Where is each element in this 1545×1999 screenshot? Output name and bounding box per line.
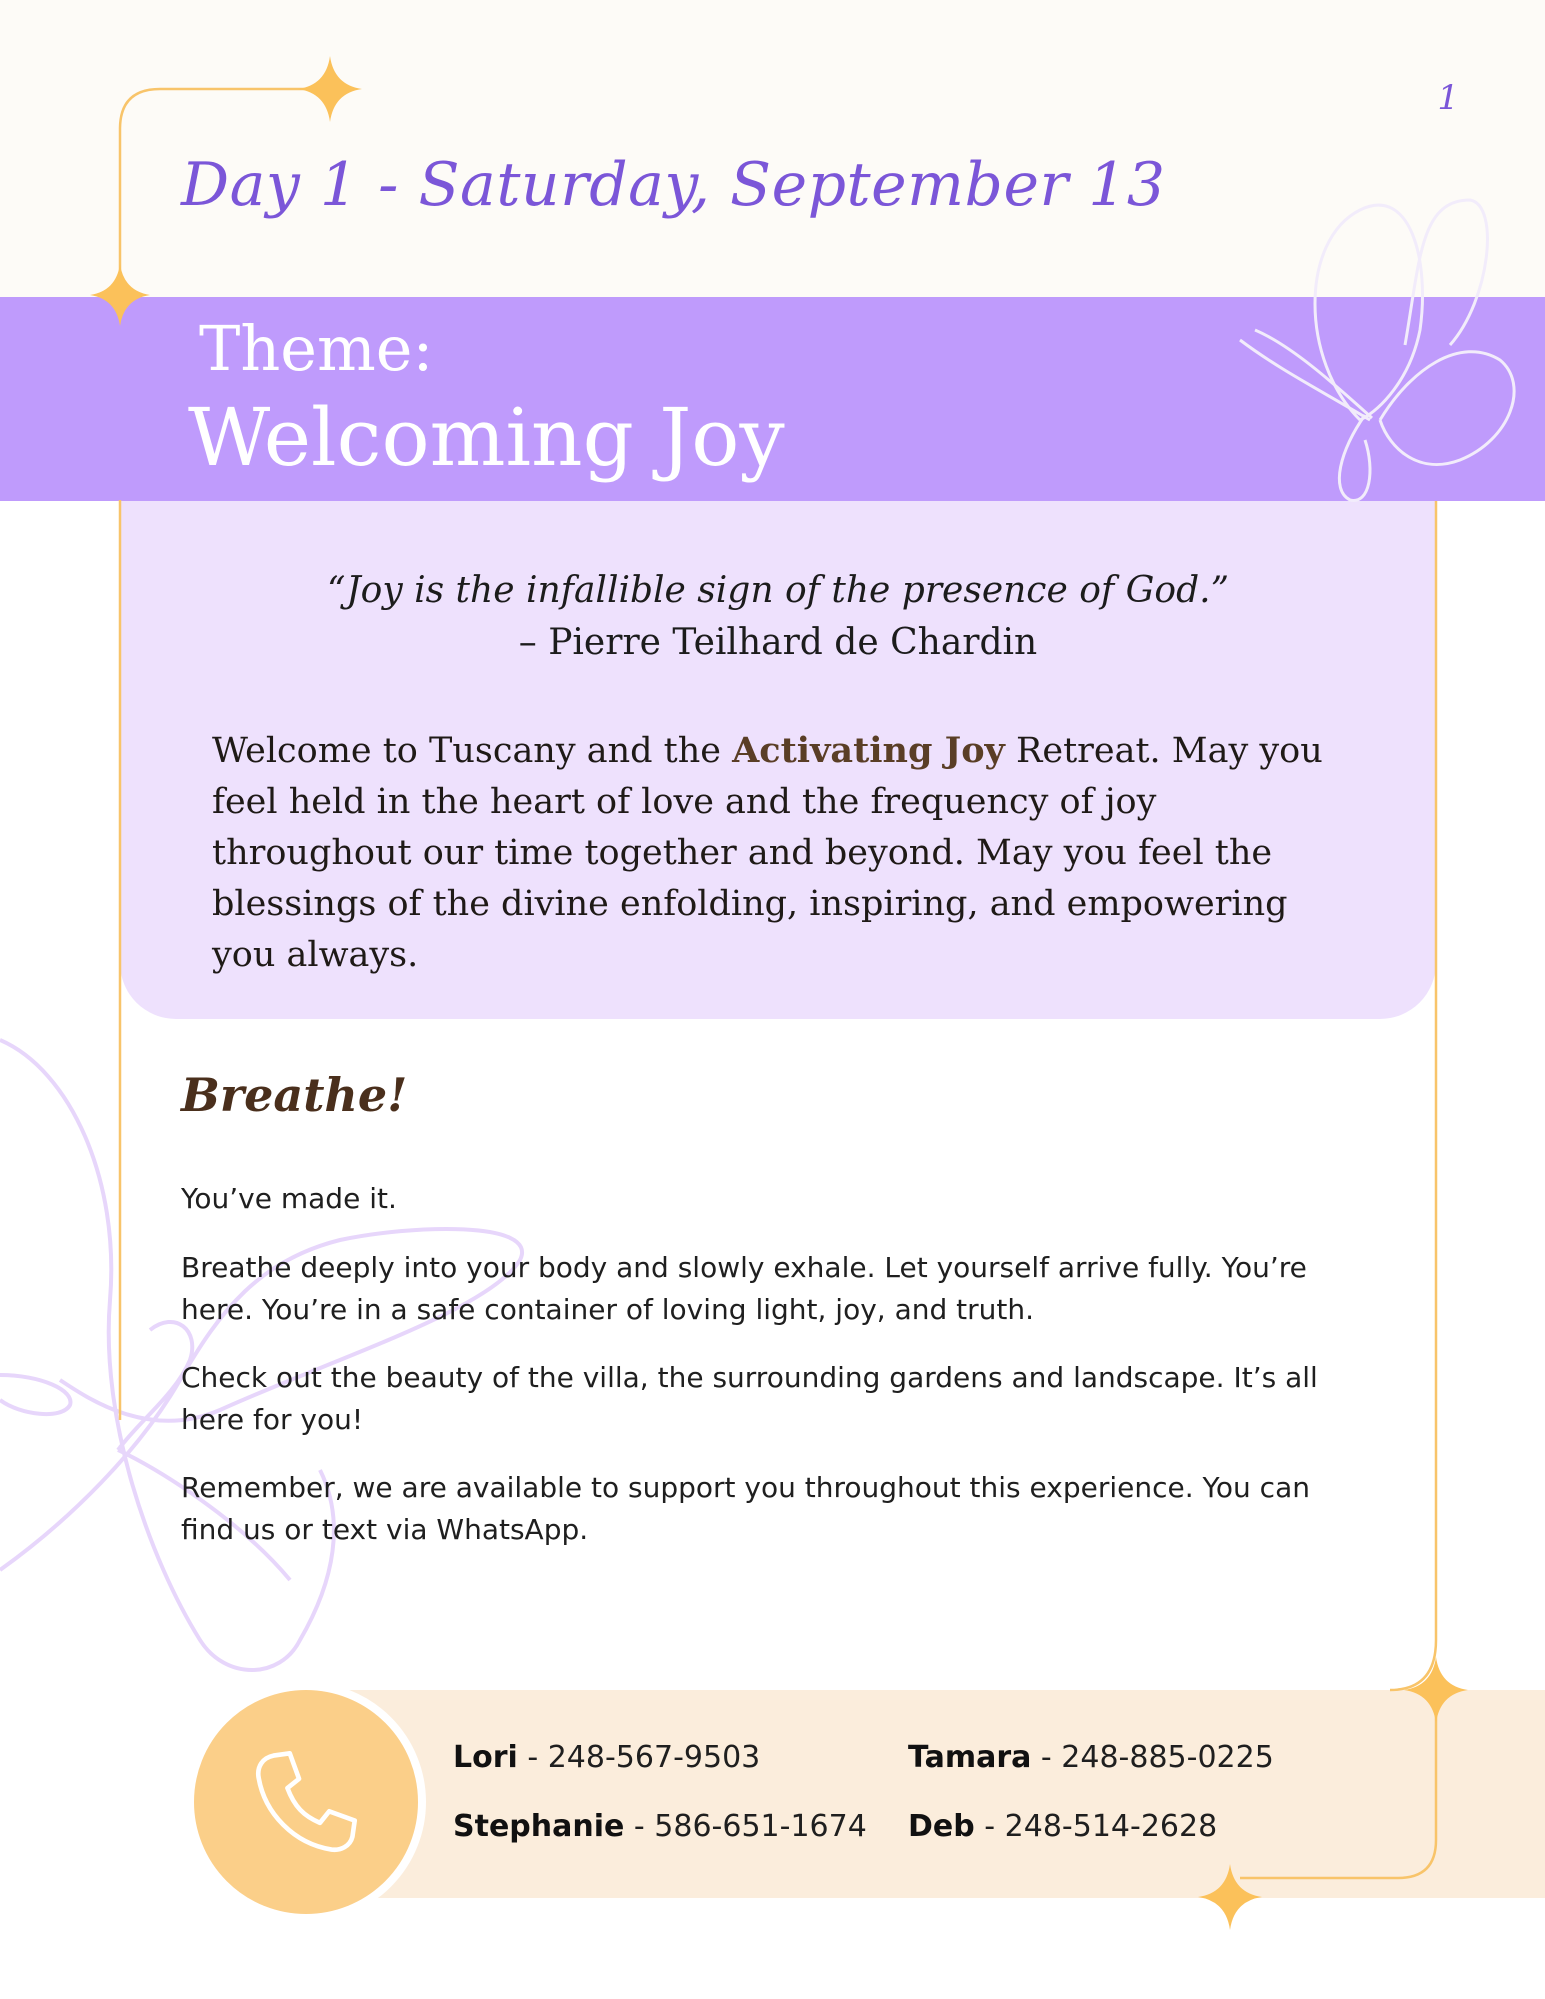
retreat-name: Activating Joy — [732, 730, 1005, 771]
contact-band — [300, 1690, 1545, 1898]
contact-stephanie: Stephanie - 586-651-1674 — [453, 1809, 867, 1844]
quote-text: “Joy is the infallible sign of the presence of God.” — [327, 570, 1229, 611]
breathe-paragraph-1: You’ve made it. — [181, 1182, 397, 1215]
contact-phone: 248-885-0225 — [1061, 1740, 1274, 1775]
flower-outline-icon — [0, 1040, 522, 1670]
theme-name: Welcoming Joy — [188, 391, 785, 484]
contact-lori: Lori - 248-567-9503 — [453, 1740, 761, 1775]
phone-badge — [186, 1682, 426, 1922]
welcome-text-before: Welcome to Tuscany and the — [212, 731, 733, 771]
theme-label: Theme: — [199, 312, 434, 385]
day-title: Day 1 - Saturday, September 13 — [181, 150, 1166, 220]
welcome-text-after: Retreat. May you feel held in the heart of love and the frequency of joy throughout our time together and beyond. May you feel the blessings of the divine enfolding, inspiring, and empowering you always. — [212, 731, 1323, 975]
page-number: 1 — [1437, 78, 1459, 118]
contact-phone: 586-651-1674 — [654, 1809, 867, 1844]
welcome-paragraph — [212, 725, 1362, 981]
contact-name: Lori — [453, 1740, 518, 1775]
phone-icon — [248, 1744, 364, 1860]
header-background — [0, 0, 1545, 297]
contact-phone: 248-567-9503 — [547, 1740, 761, 1775]
contact-name: Tamara — [908, 1740, 1032, 1775]
contact-name: Stephanie — [453, 1809, 625, 1844]
contact-phone: 248-514-2628 — [1004, 1809, 1218, 1844]
quote-attribution: – Pierre Teilhard de Chardin — [518, 622, 1038, 663]
quote-block — [120, 565, 1436, 669]
breathe-paragraph-2: Breathe deeply into your body and slowly exhale. Let yourself arrive fully. You’re here. You’re in a safe container of loving light, joy, and truth. — [181, 1251, 1307, 1326]
contact-tamara: Tamara - 248-885-0225 — [908, 1740, 1274, 1775]
contact-deb: Deb - 248-514-2628 — [908, 1809, 1218, 1844]
breathe-heading: Breathe! — [181, 1068, 408, 1122]
breathe-paragraph-4: Remember, we are available to support you throughout this experience. You can find us or text via WhatsApp. — [181, 1471, 1310, 1546]
contact-name: Deb — [908, 1809, 975, 1844]
breathe-paragraph-3: Check out the beauty of the villa, the surrounding gardens and landscape. It’s all here for you! — [181, 1361, 1318, 1436]
